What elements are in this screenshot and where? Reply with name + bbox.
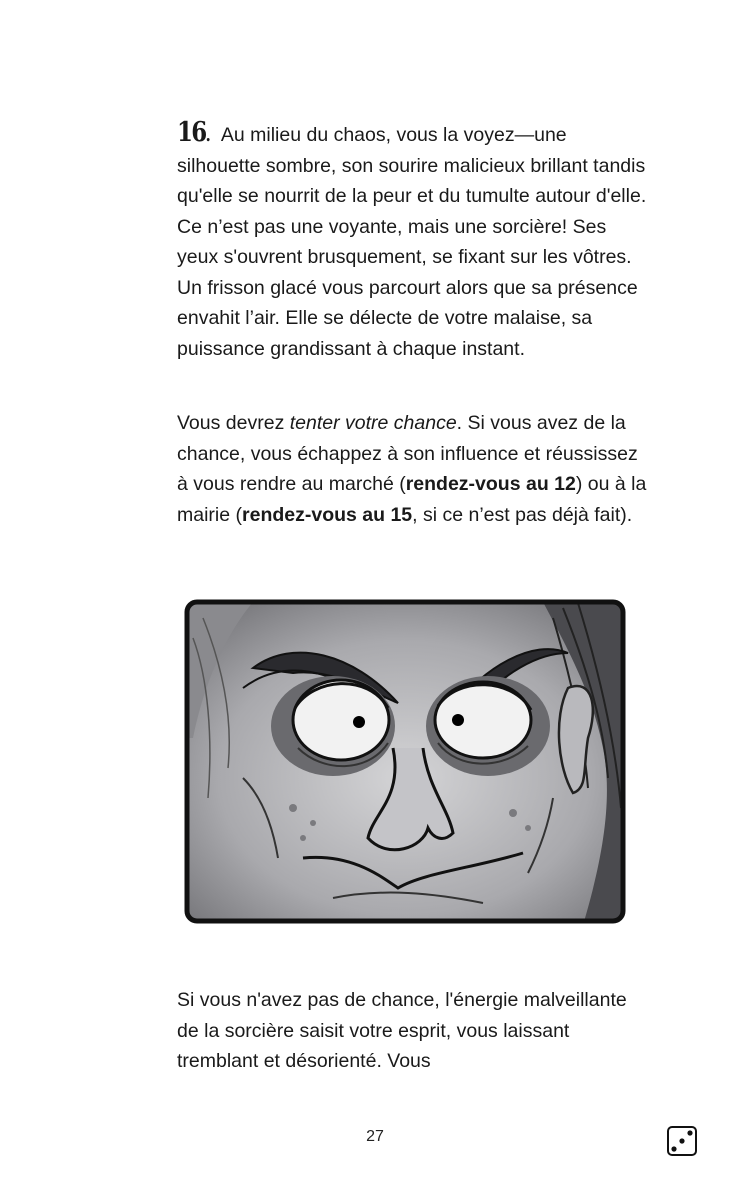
paragraph-1-text: Au milieu du chaos, vous la voyez—une silhouette sombre, son sourire malicieux brillant tandis qu'elle se nourrit de la peur et du tumulte autour d'elle. Ce n’est pas une voyante, mais une sorcière! Ses yeux s'ouvrent brusquement, se fixant sur les vôtres. Un frisson glacé vous parcourt alors que sa présence envahit l’air. Elle se délecte de votre malaise, sa puissance grandissant à chaque instant.: [177, 124, 647, 360]
goto-15-link[interactable]: rendez-vous au 15: [242, 503, 413, 526]
section-16-paragraph: [177, 117, 647, 364]
section-number: 16.: [177, 117, 210, 148]
test-your-luck-phrase: tenter votre chance: [289, 412, 457, 434]
witch-illustration: [183, 598, 627, 925]
die-face-three-icon: [666, 1125, 698, 1157]
goto-12-link[interactable]: rendez-vous au 12: [405, 473, 576, 495]
page-number: 27: [366, 1128, 384, 1145]
luck-test-paragraph: Vous devrez tenter votre chance. Si vous avez de la chance, vous échappez à son influence et réussissez à vous rendre au marché (rendez-vous au 12) ou à la mairie (rendez-vous au 15, si ce n’est pas déjà fait).: [177, 412, 647, 526]
unlucky-paragraph: Si vous n'avez pas de chance, l'énergie malveillante de la sorcière saisit votre esprit, vous laissant tremblant et désorienté. Vous: [177, 989, 627, 1072]
